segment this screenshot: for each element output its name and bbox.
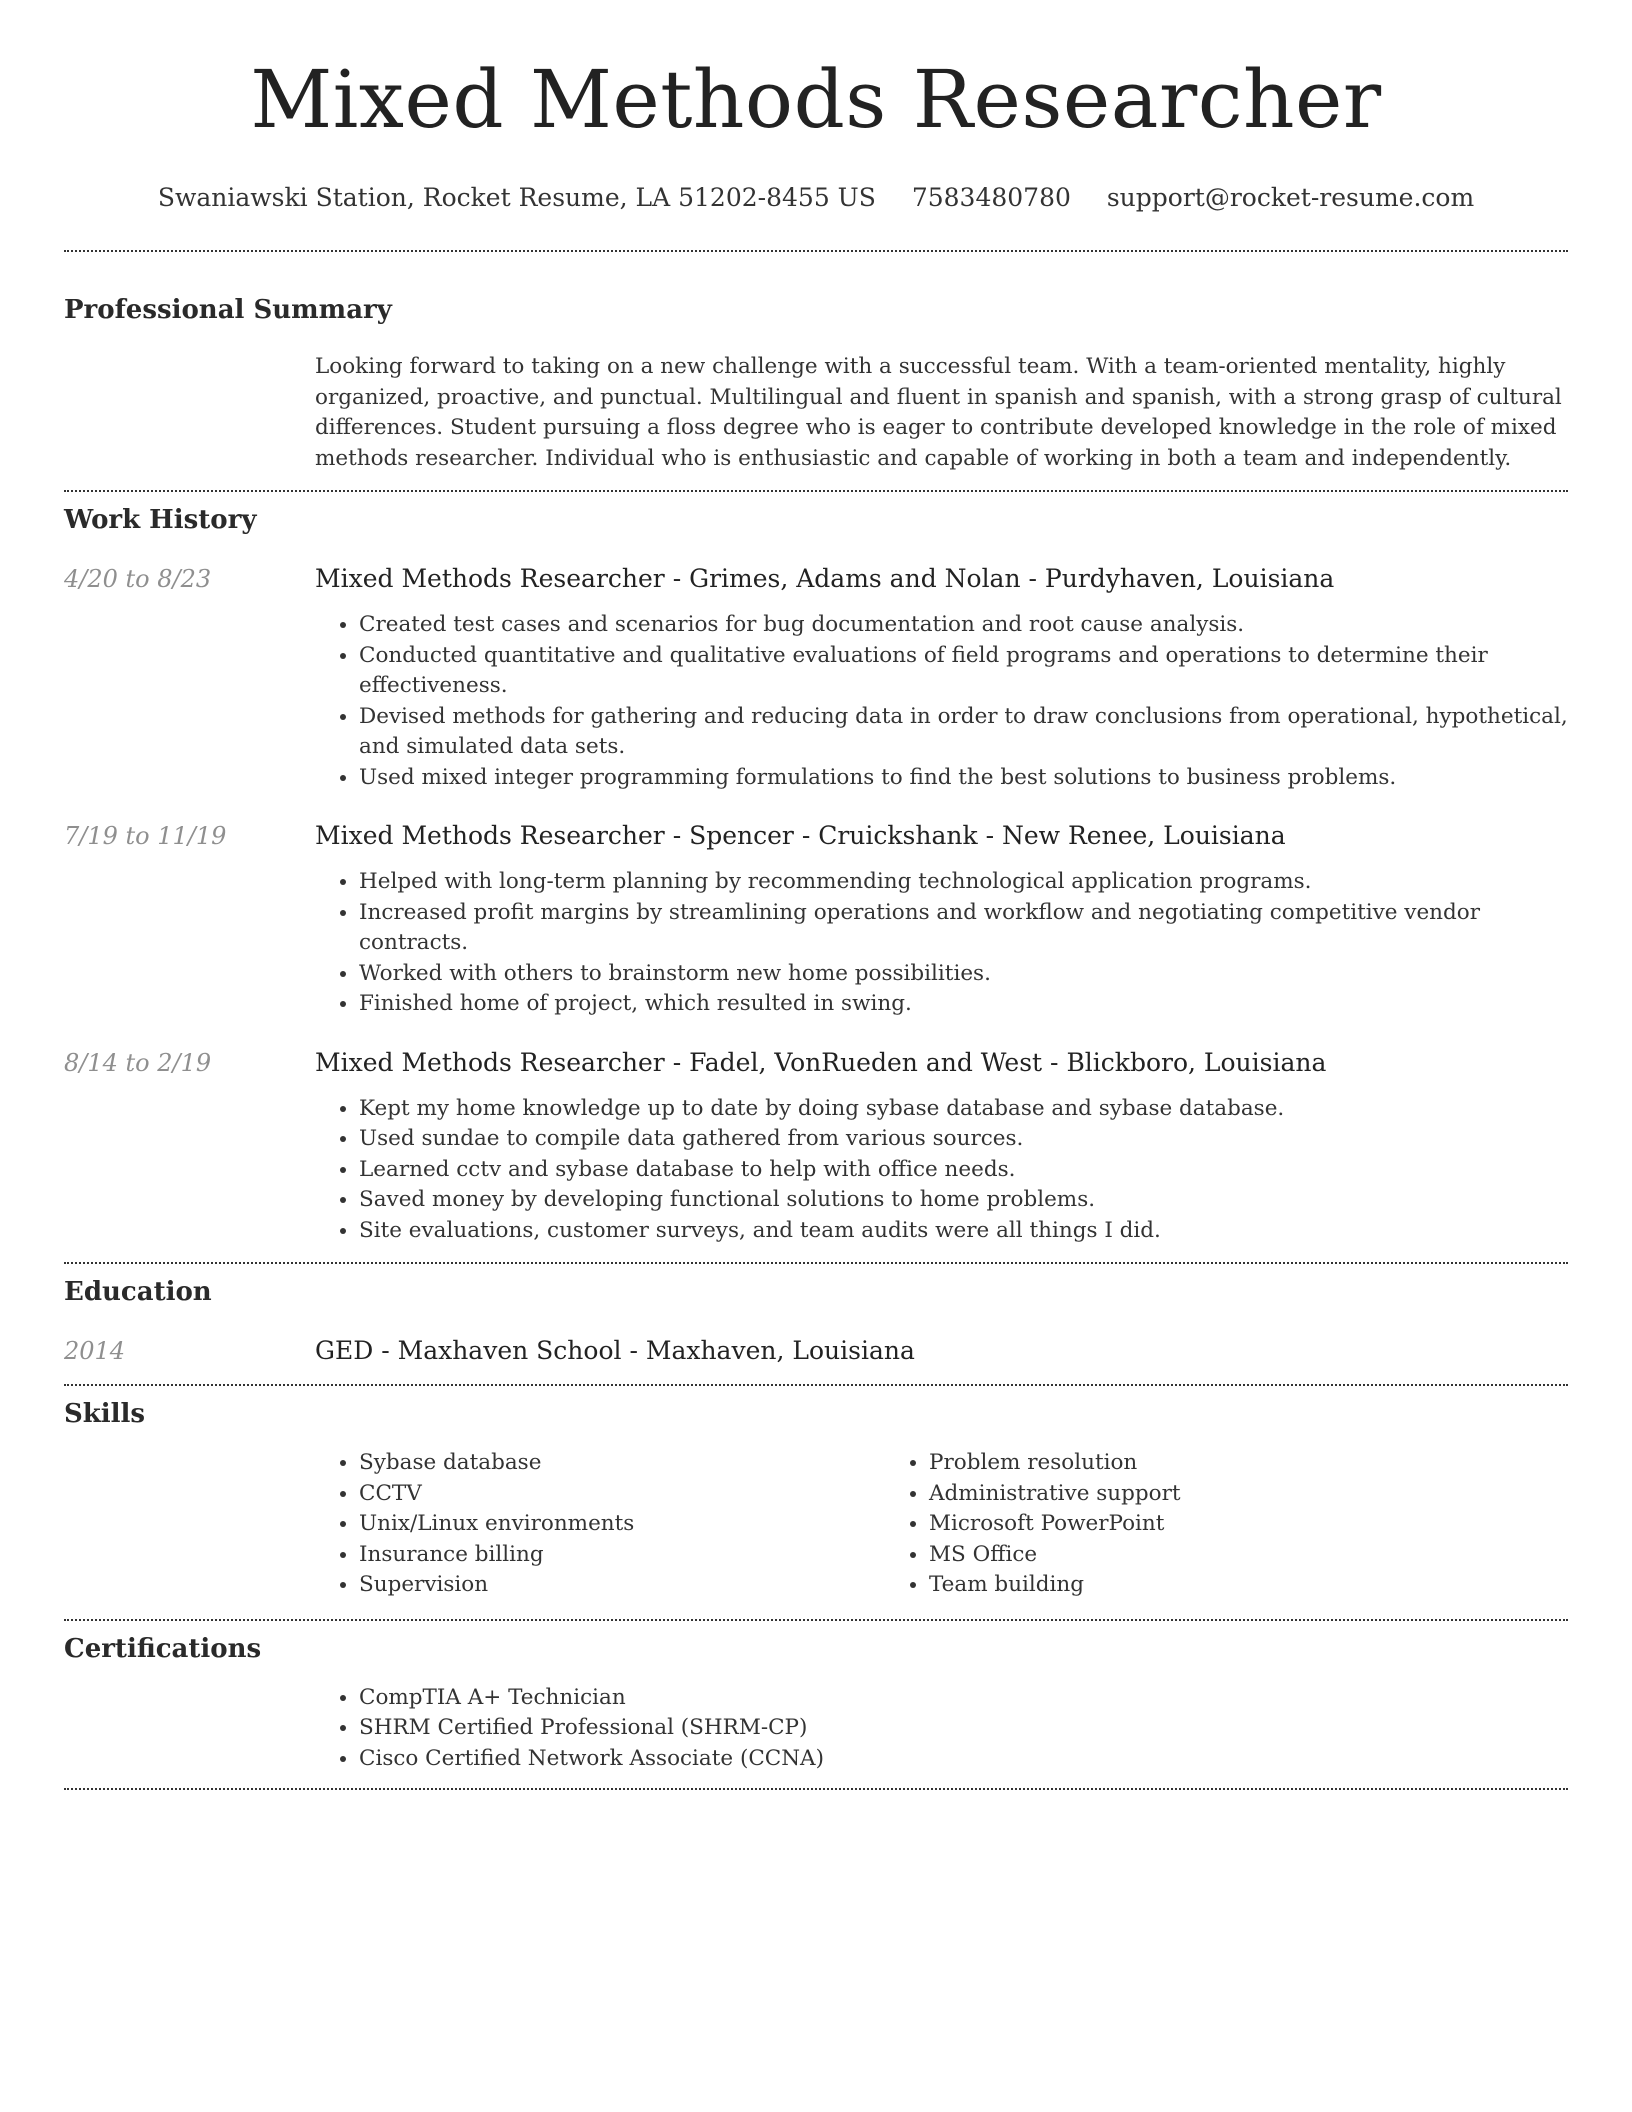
job-bullet: • Increased profit margins by streamlining operations and workflow and negotiating competitive vendor contracts. (359, 898, 1568, 959)
skills-title: Skills (64, 1399, 146, 1429)
skills-left-column (315, 1448, 885, 1601)
job-entry (64, 562, 1568, 793)
work-history-section (64, 492, 1568, 1262)
work-history-title: Work History (64, 505, 257, 535)
certification-item: • SHRM Certified Professional (SHRM-CP) (359, 1713, 1568, 1744)
job-dates: 8/14 to 2/19 (64, 1048, 212, 1077)
certification-item: • Cisco Certified Network Associate (CCNA) (359, 1744, 1568, 1775)
summary-title: Professional Summary (64, 295, 392, 325)
job-heading: Mixed Methods Researcher - Grimes, Adams and Nolan - Purdyhaven, Louisiana (315, 564, 1335, 593)
job-bullet: • Used sundae to compile data gathered from various sources. (359, 1124, 1568, 1155)
job-entry (64, 819, 1568, 1020)
skill-item: • Administrative support (929, 1479, 1455, 1510)
skills-right-column (885, 1448, 1455, 1601)
contact-phone: 7583480780 (911, 183, 1071, 212)
job-bullet: • Learned cctv and sybase database to help with office needs. (359, 1155, 1568, 1186)
certification-item: • CompTIA A+ Technician (359, 1683, 1568, 1714)
certifications-list (315, 1683, 1568, 1789)
job-bullet: • Conducted quantitative and qualitative evaluations of field programs and operations to determine their effectiveness. (359, 641, 1568, 702)
summary-section (64, 252, 1568, 490)
certifications-title: Certifications (64, 1633, 262, 1664)
skill-item: • Problem resolution (929, 1448, 1455, 1479)
education-title: Education (64, 1277, 212, 1307)
contact-email: support@rocket-resume.com (1106, 183, 1475, 212)
contact-info (64, 182, 1568, 214)
education-entry (64, 1334, 1568, 1384)
contact-address: Swaniawski Station, Rocket Resume, LA 51202-8455 US (157, 183, 876, 212)
skill-item: • Supervision (359, 1570, 885, 1601)
job-bullets (315, 610, 1568, 793)
job-bullet: • Worked with others to brainstorm new home possibilities. (359, 959, 1568, 990)
summary-text: Looking forward to taking on a new challenge with a successful team. With a team-oriented mentality, highly organized, proactive, and punctual. Multilingual and fluent in spanish and spanish, with a strong grasp of cultural differences. Student pursuing a floss degree who is eager to contribute developed knowledge in the role of mixed methods researcher. Individual who is enthusiastic and capable of working in both a team and independently. (315, 354, 1562, 471)
job-bullet: • Site evaluations, customer surveys, and team audits were all things I did. (359, 1216, 1568, 1247)
job-bullets (315, 1094, 1568, 1247)
job-bullet: • Helped with long-term planning by recommending technological application programs. (359, 867, 1568, 898)
skills-section (64, 1386, 1568, 1619)
skill-item: • CCTV (359, 1479, 885, 1510)
skill-item: • MS Office (929, 1540, 1455, 1571)
job-bullets (315, 867, 1568, 1020)
section-divider (64, 1788, 1568, 1790)
skill-item: • Microsoft PowerPoint (929, 1509, 1455, 1540)
skill-item: • Team building (929, 1570, 1455, 1601)
education-section (64, 1264, 1568, 1384)
education-year: 2014 (64, 1337, 126, 1365)
skills-grid (315, 1448, 1568, 1619)
job-bullet: • Saved money by developing functional solutions to home problems. (359, 1185, 1568, 1216)
job-bullet: • Finished home of project, which resulted in swing. (359, 989, 1568, 1020)
job-heading: Mixed Methods Researcher - Spencer - Cruickshank - New Renee, Louisiana (315, 821, 1286, 850)
job-entry (64, 1046, 1568, 1247)
job-bullet: • Kept my home knowledge up to date by doing sybase database and sybase database. (359, 1094, 1568, 1125)
skill-item: • Unix/Linux environments (359, 1509, 885, 1540)
job-heading: Mixed Methods Researcher - Fadel, VonRueden and West - Blickboro, Louisiana (315, 1047, 1327, 1077)
certifications-section (64, 1621, 1568, 1789)
skill-item: • Sybase database (359, 1448, 885, 1479)
skill-item: • Insurance billing (359, 1540, 885, 1571)
job-dates: 7/19 to 11/19 (64, 822, 227, 850)
job-dates: 4/20 to 8/23 (64, 565, 212, 593)
job-bullet: • Used mixed integer programming formulations to find the best solutions to business problems. (359, 763, 1568, 794)
education-degree: GED - Maxhaven School - Maxhaven, Louisiana (315, 1336, 915, 1365)
job-bullet: • Created test cases and scenarios for bug documentation and root cause analysis. (359, 610, 1568, 641)
job-bullet: • Devised methods for gathering and reducing data in order to draw conclusions from operational, hypothetical, and simulated data sets. (359, 702, 1568, 763)
candidate-name: Mixed Methods Researcher (250, 53, 1382, 146)
